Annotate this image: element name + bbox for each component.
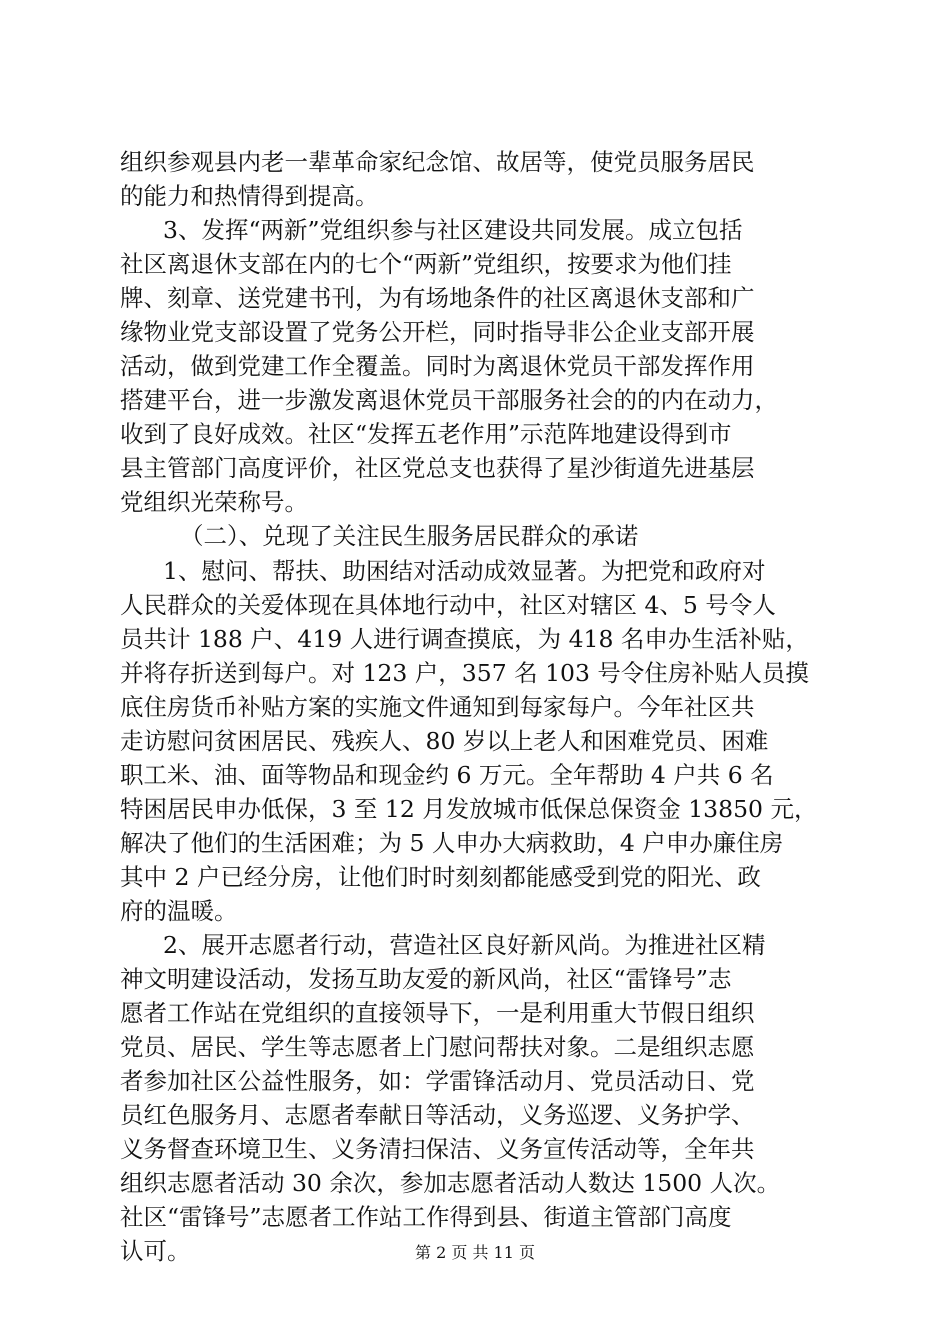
text-line: 县主管部门高度评价，社区党总支也获得了星沙街道先进基层 — [120, 454, 755, 482]
text-line: 走访慰问贫困居民、残疾人、80 岁以上老人和困难党员、困难 — [120, 727, 769, 755]
text-line: 认可。 — [120, 1237, 191, 1265]
text-line: 员红色服务月、志愿者奉献日等活动，义务巡逻、义务护学、 — [120, 1101, 755, 1129]
text-line: 收到了良好成效。社区“发挥五老作用”示范阵地建设得到市 — [120, 420, 732, 448]
text-line: 社区“雷锋号”志愿者工作站工作得到县、街道主管部门高度 — [120, 1203, 732, 1231]
text-line: 愿者工作站在党组织的直接领导下，一是利用重大节假日组织 — [120, 999, 755, 1027]
text-line: 员共计 188 户、419 人进行调查摸底，为 418 名申办生活补贴， — [120, 625, 809, 653]
text-line: 义务督查环境卫生、义务清扫保洁、义务宣传活动等，全年共 — [120, 1135, 755, 1163]
text-line: 底住房货币补贴方案的实施文件通知到每家每户。今年社区共 — [120, 693, 755, 721]
text-line: 其中 2 户已经分房，让他们时时刻刻都能感受到党的阳光、政 — [120, 863, 761, 891]
text-line: 党员、居民、学生等志愿者上门慰问帮扶对象。二是组织志愿 — [120, 1033, 755, 1061]
text-line: 社区离退休支部在内的七个“两新”党组织，按要求为他们挂 — [120, 250, 732, 278]
text-line: 职工米、油、面等物品和现金约 6 万元。全年帮助 4 户共 6 名 — [120, 761, 774, 789]
text-line: 党组织光荣称号。 — [120, 488, 308, 516]
text-line: 组织志愿者活动 30 余次，参加志愿者活动人数达 1500 人次。 — [120, 1169, 781, 1197]
text-line: 3、发挥“两新”党组织参与社区建设共同发展。成立包括 — [163, 216, 743, 244]
text-line: （二）、兑现了关注民生服务居民群众的承诺 — [180, 522, 639, 550]
text-line: 活动，做到党建工作全覆盖。同时为离退休党员干部发挥作用 — [120, 352, 755, 380]
text-line: 者参加社区公益性服务，如：学雷锋活动月、党员活动日、党 — [120, 1067, 755, 1095]
text-line: 神文明建设活动，发扬互助友爱的新风尚，社区“雷锋号”志 — [120, 965, 732, 993]
text-line: 并将存折送到每户。对 123 户，357 名 103 号令住房补贴人员摸 — [120, 659, 809, 687]
text-line: 搭建平台，进一步激发离退休党员干部服务社会的的内在动力， — [120, 386, 778, 414]
text-line: 2、展开志愿者行动，营造社区良好新风尚。为推进社区精 — [163, 931, 766, 959]
text-line: 特困居民申办低保，3 至 12 月发放城市低保总保资金 13850 元， — [120, 795, 818, 823]
text-line: 牌、刻章、送党建书刊，为有场地条件的社区离退休支部和广 — [120, 284, 755, 312]
text-line: 人民群众的关爱体现在具体地行动中，社区对辖区 4、5 号令人 — [120, 591, 776, 619]
text-line: 缘物业党支部设置了党务公开栏，同时指导非公企业支部开展 — [120, 318, 755, 346]
text-line: 1、慰问、帮扶、助困结对活动成效显著。为把党和政府对 — [163, 557, 766, 585]
text-line: 组织参观县内老一辈革命家纪念馆、故居等，使党员服务居民 — [120, 148, 755, 176]
page-footer: 第 2 页 共 11 页 — [415, 1243, 535, 1262]
text-line: 府的温暖。 — [120, 897, 238, 925]
text-line: 的能力和热情得到提高。 — [120, 182, 379, 210]
text-line: 解决了他们的生活困难；为 5 人申办大病救助，4 户申办廉住房 — [120, 829, 784, 857]
